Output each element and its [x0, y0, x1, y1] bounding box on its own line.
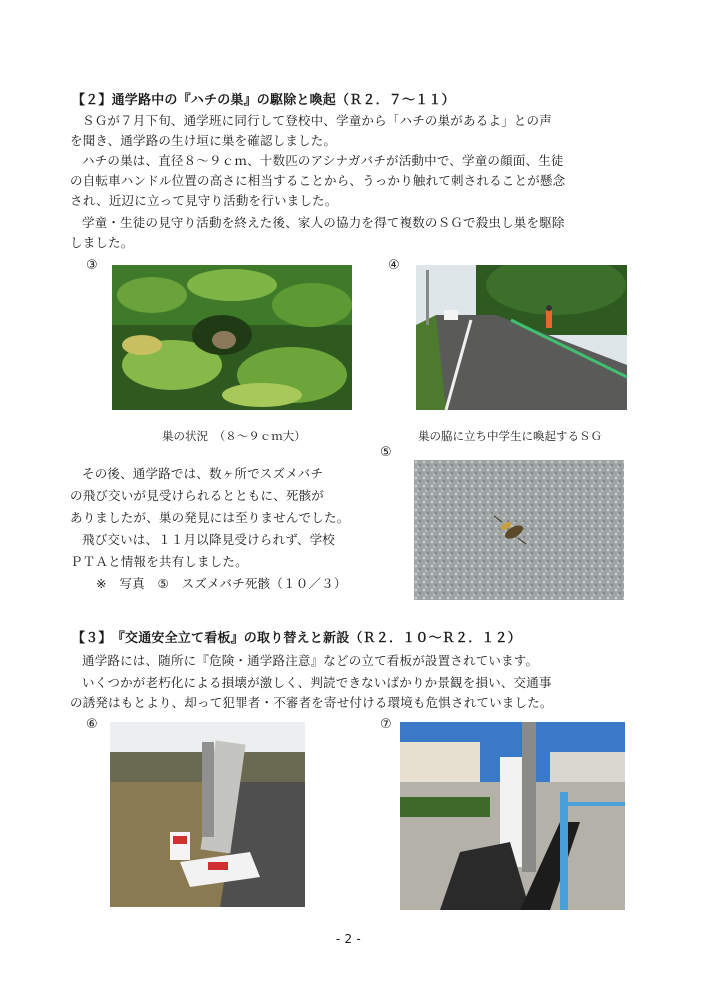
photo4-number: ④	[388, 258, 400, 273]
section2-paragraph2-line2: の自転車ハンドル位置の高さに相当することから、うっかり触れて刺されることが懸念	[70, 173, 566, 188]
photo7-number: ⑦	[380, 717, 392, 732]
section2-paragraph3-line2: しました。	[70, 235, 134, 250]
section3-heading: 【３】 『交通安全立て看板』の取り替えと新設（Ｒ２．１０〜Ｒ２．１２）	[72, 631, 522, 646]
photo-broken-sign	[110, 722, 305, 907]
photo5-number: ⑤	[380, 445, 392, 460]
section2-paragraph4-line3: ありましたが、巣の発見には至りませんでした。	[70, 510, 350, 525]
photo-new-sign	[400, 722, 625, 910]
section2-paragraph5-line2: ＰＴＡと情報を共有しました。	[70, 554, 248, 569]
section2-paragraph1-line2: を聞き、通学路の生け垣に巣を確認しました。	[70, 133, 337, 148]
photo-wasp-nest	[112, 265, 352, 410]
section2-heading: 【２】通学路中の『ハチの巣』の駆除と喚起（Ｒ２．７〜１１）	[72, 93, 455, 108]
section2-paragraph4-line2: の飛び交いが見受けられるとともに、死骸が	[70, 488, 325, 503]
caption-photo3: 巣の状況 （８〜９ｃｍ大）	[162, 429, 306, 443]
photo-sg-at-road	[416, 265, 627, 410]
section2-paragraph5-line1: 飛び交いは、１１月以降見受けられず、学校	[82, 532, 336, 547]
photo3-number: ③	[86, 258, 98, 273]
photo-dead-hornet	[414, 460, 624, 600]
section3-paragraph2-line2: の誘発はもとより、却って犯罪者・不審者を寄せ付ける環境も危惧されていました。	[70, 695, 553, 710]
caption-photo4: 巣の脇に立ち中学生に喚起するＳＧ	[418, 429, 602, 443]
section2-paragraph2-line1: ハチの巣は、直径８〜９ｃｍ、十数匹のアシナガバチが活動中で、学童の顔面、生徒	[82, 153, 564, 168]
section2-photo-note: ※ 写真 ⑤ スズメバチ死骸（１０／３）	[96, 576, 347, 591]
section3-paragraph2-line1: いくつかが老朽化による損壊が激しく、判読できないばかりか景観を損い、交通事	[82, 675, 552, 690]
section2-paragraph4-line1: その後、通学路では、数ヶ所でスズメバチ	[82, 466, 324, 481]
section3-paragraph1-line1: 通学路には、随所に『危険・通学路注意』などの立て看板が設置されています。	[82, 653, 539, 668]
page-number: - 2 -	[336, 932, 361, 946]
section2-paragraph3-line1: 学童・生徒の見守り活動を終えた後、家人の協力を得て複数のＳＧで殺虫し巣を駆除	[82, 215, 565, 230]
section2-paragraph1-line1: ＳＧが７月下旬、通学班に同行して登校中、学童から「ハチの巣があるよ」との声	[82, 113, 552, 128]
section2-paragraph2-line3: され、近辺に立って見守り活動を行いました。	[70, 193, 338, 208]
photo6-number: ⑥	[86, 717, 98, 732]
